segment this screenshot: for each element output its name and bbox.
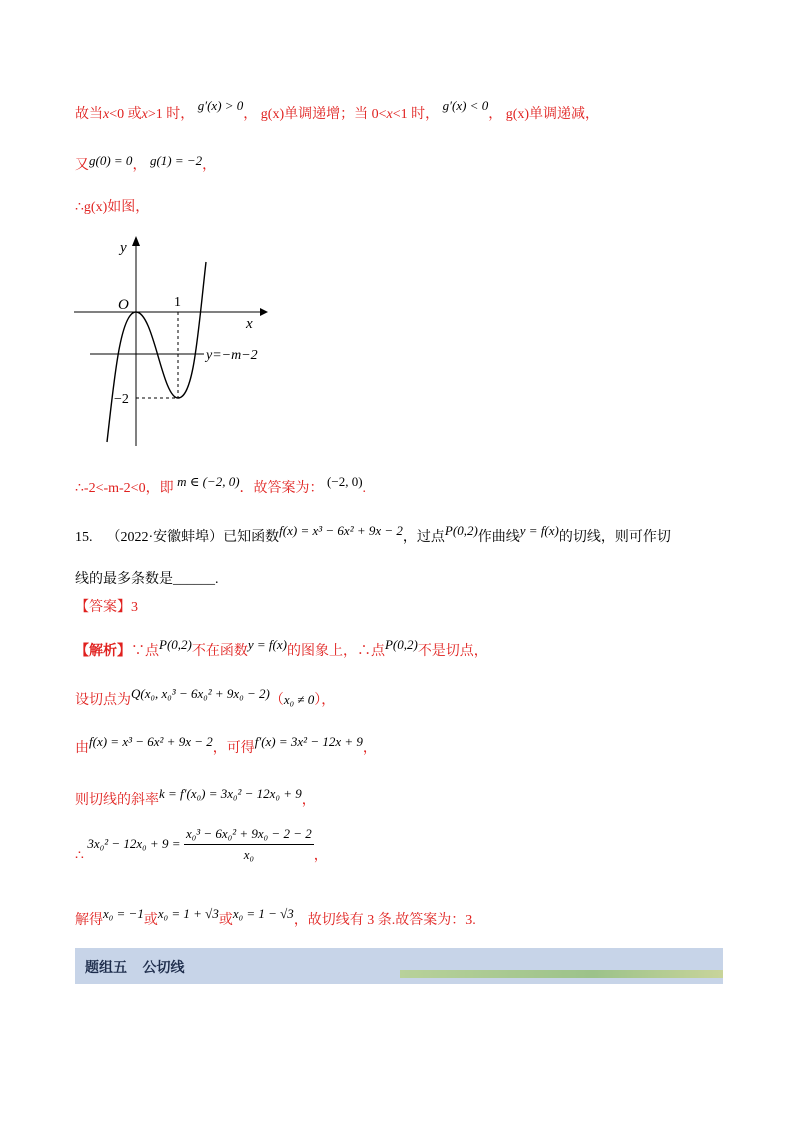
formula: g(0) = 0 bbox=[89, 153, 133, 168]
formula: x₀ = 1 + √3 bbox=[157, 906, 219, 921]
formula: 3x₀² − 12x₀ + 9 = bbox=[87, 835, 181, 851]
x-axis-arrow bbox=[260, 308, 268, 316]
formula: g′(x) < 0 bbox=[442, 98, 489, 113]
y-axis-arrow bbox=[132, 236, 140, 246]
formula: g(1) = −2 bbox=[149, 153, 203, 168]
formula: x₀ = 1 − √3 bbox=[232, 906, 294, 921]
analysis-line-4 bbox=[75, 786, 316, 811]
text: 又 bbox=[75, 158, 89, 173]
formula: P(0,2) bbox=[444, 523, 478, 538]
answer-line bbox=[75, 598, 138, 618]
formula: f(x) = x³ − 6x² + 9x − 2 bbox=[279, 523, 403, 538]
text-line-4 bbox=[75, 474, 367, 499]
answer-value: 3 bbox=[131, 600, 138, 615]
section-header-stripe bbox=[400, 970, 723, 978]
text: 解得 bbox=[75, 913, 103, 928]
formula: Q(x₀, x₀³ − 6x₀² + 9x₀ − 2) bbox=[131, 686, 270, 701]
line-label: y=−m−2 bbox=[206, 348, 258, 363]
x-label: x bbox=[246, 316, 253, 332]
section-title: 题组五 公切线 bbox=[85, 959, 185, 975]
y-label: y bbox=[120, 240, 127, 256]
text: 作曲线 bbox=[477, 530, 520, 545]
problem-number: 15. bbox=[75, 530, 93, 545]
text: ，过点 bbox=[402, 530, 445, 545]
text: ∴-2< bbox=[75, 481, 104, 496]
text: ∵点 bbox=[131, 644, 159, 659]
formula: k = f′(x₀) = 3x₀² − 12x₀ + 9 bbox=[159, 786, 302, 801]
tick-label-1: 1 bbox=[174, 295, 181, 310]
text: ，故切线有 3 条.故答案为：3. bbox=[293, 913, 476, 928]
text: <0 或 bbox=[109, 107, 142, 122]
text: >1 时， bbox=[147, 107, 195, 122]
analysis-line-6 bbox=[75, 906, 476, 931]
text: （ bbox=[269, 693, 284, 708]
text: ．故答案为： bbox=[239, 481, 324, 496]
formula: (−2, 0) bbox=[327, 474, 363, 489]
text: g(x)单调递减， bbox=[505, 107, 600, 122]
formula: f′(x) = 3x² − 12x + 9 bbox=[254, 734, 363, 749]
fraction-denominator: x₀ bbox=[243, 847, 254, 862]
text: 的切线，则可作切 bbox=[558, 530, 671, 545]
formula: m ∈ (−2, 0) bbox=[177, 474, 240, 489]
problem-text: （2022·安徽蚌埠）已知函数 bbox=[106, 530, 280, 545]
text: . bbox=[362, 481, 367, 496]
cubic-graph bbox=[70, 232, 270, 448]
analysis-line-1 bbox=[75, 637, 488, 662]
text: 设切点为 bbox=[75, 693, 131, 708]
var-x: x bbox=[386, 107, 393, 122]
formula: P(0,2) bbox=[384, 637, 418, 652]
formula: x₀ = −1 bbox=[103, 906, 144, 921]
text: ，可得 bbox=[212, 741, 255, 756]
text-line-1 bbox=[75, 98, 600, 125]
text-line-3 bbox=[75, 198, 149, 218]
fraction-numerator: x₀³ − 6x₀² + 9x₀ − 2 − 2 bbox=[184, 824, 314, 845]
text: 或 bbox=[218, 913, 233, 928]
var-x: x bbox=[103, 107, 110, 122]
text: ， bbox=[313, 848, 328, 864]
curve-g bbox=[107, 262, 206, 442]
text: 由 bbox=[75, 741, 89, 756]
analysis-line-3 bbox=[75, 734, 377, 759]
text: ， bbox=[488, 107, 503, 122]
section-header-bar bbox=[75, 948, 723, 984]
text-line-2 bbox=[75, 155, 216, 176]
text: ， bbox=[362, 741, 377, 756]
text: ∴ bbox=[75, 200, 84, 215]
problem-15-line-2 bbox=[75, 570, 219, 590]
formula: y = f(x) bbox=[247, 637, 287, 652]
problem-text: 线的最多条数是______. bbox=[75, 572, 219, 587]
formula: y = f(x) bbox=[519, 523, 559, 538]
text: 不在函数 bbox=[191, 644, 248, 659]
text: -m-2<0，即 bbox=[103, 481, 174, 496]
origin-label: O bbox=[118, 297, 129, 313]
analysis-line-2 bbox=[75, 686, 336, 711]
text: ， bbox=[243, 107, 258, 122]
analysis-line-5 bbox=[75, 826, 328, 877]
text: ）， bbox=[314, 693, 336, 708]
answer-tag: 【答案】 bbox=[75, 600, 131, 615]
formula: x₀ ≠ 0 bbox=[283, 692, 315, 707]
text: ∴ bbox=[75, 848, 84, 864]
text: ∴点 bbox=[356, 644, 385, 659]
text: 不是切点， bbox=[417, 644, 488, 659]
problem-15-line-1 bbox=[75, 523, 671, 548]
formula: P(0,2) bbox=[159, 637, 192, 652]
text: <1 时， bbox=[392, 107, 440, 122]
text: ， bbox=[301, 793, 316, 808]
var-x: x bbox=[141, 107, 148, 122]
formula: g′(x) > 0 bbox=[197, 98, 244, 113]
analysis-tag: 【解析】 bbox=[75, 644, 131, 659]
text: ， bbox=[202, 158, 217, 173]
text: 的图象上， bbox=[286, 644, 357, 659]
text: 则切线的斜率 bbox=[75, 793, 159, 808]
text: 故当 bbox=[75, 107, 103, 122]
text: ， bbox=[132, 158, 147, 173]
tick-label-minus-2: −2 bbox=[114, 392, 129, 407]
text: g(x)单调递增；当 0< bbox=[260, 107, 387, 122]
formula: f(x) = x³ − 6x² + 9x − 2 bbox=[89, 734, 213, 749]
text: 或 bbox=[143, 913, 158, 928]
fraction bbox=[184, 824, 314, 865]
text: g(x)如图， bbox=[83, 200, 150, 215]
